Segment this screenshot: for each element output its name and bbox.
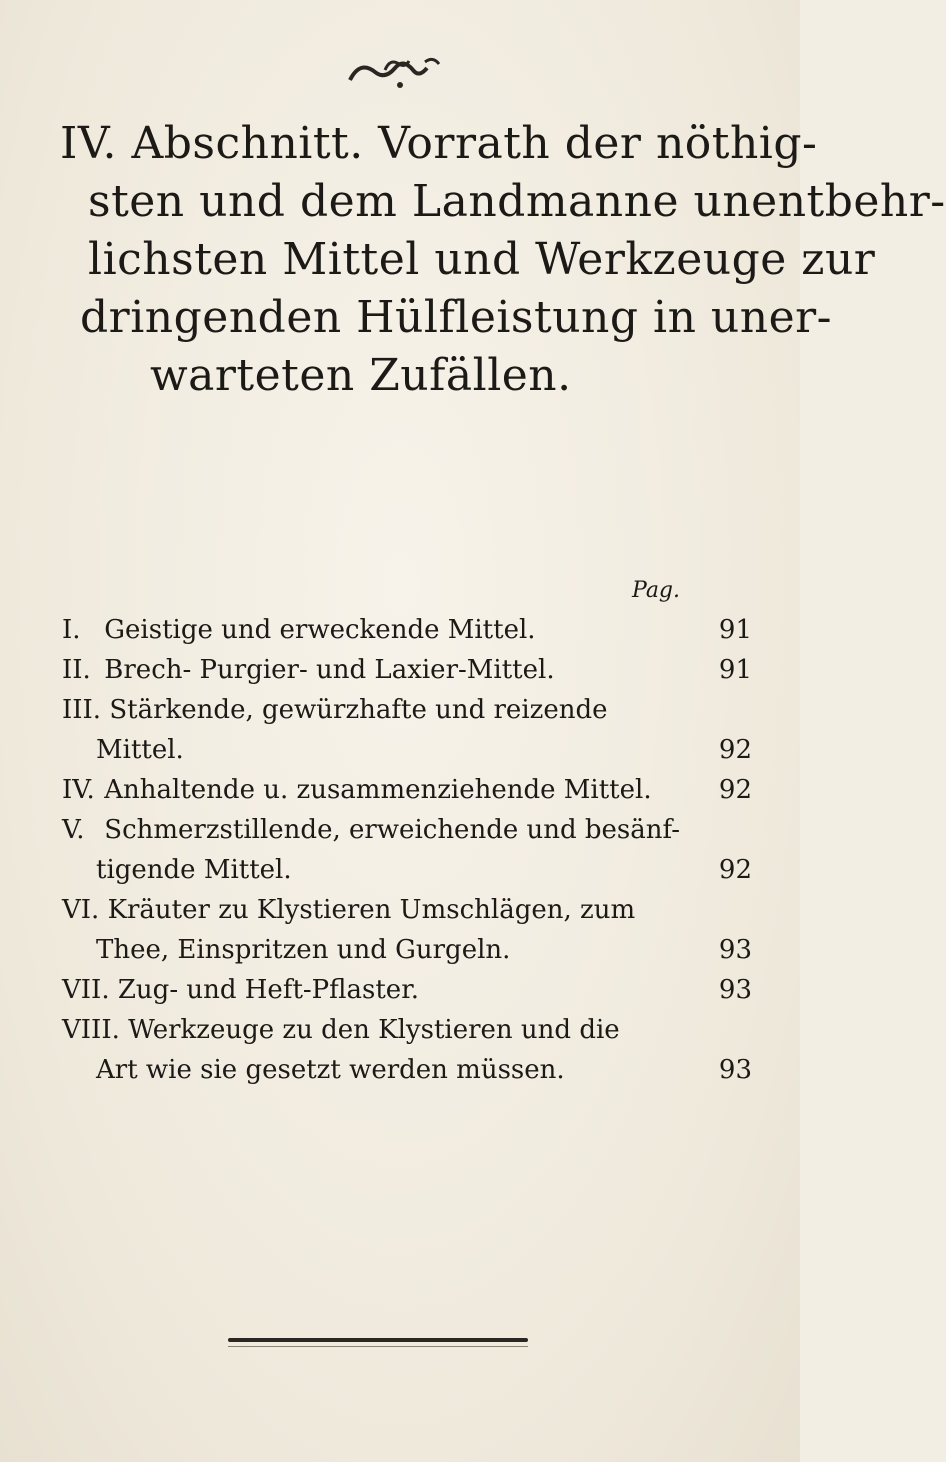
entry-title: Anhaltende u. zusammenziehende Mittel. [104,775,652,805]
entry-number: IV. [62,775,95,805]
entry-page: 92 [718,735,752,765]
heading-line: sten und dem Landmanne unentbehr- [88,176,946,227]
entry-page: 92 [718,855,752,885]
heading-line: dringenden Hülfleistung in uner- [80,292,833,343]
entry-title: Schmerzstillende, erweichende und besänf- [104,815,680,845]
entry-number: III. [62,695,102,725]
entry-number: VIII. [62,1015,120,1045]
entry-page: 91 [718,655,752,685]
closing-rule [228,1338,528,1342]
toc-entry [62,970,752,1010]
toc-entry [62,890,752,970]
entry-title-continued: tigende Mittel. [96,855,292,885]
entry-title: Werkzeuge zu den Klystieren und die [128,1015,620,1045]
entry-page: 91 [718,615,752,645]
section-heading [60,115,946,405]
entry-page: 93 [718,975,752,1005]
entry-title: Stärkende, gewürzhafte und reizende [109,695,608,725]
page-column-label: Pag. [632,578,681,603]
entry-title-continued: Thee, Einspritzen und Gurgeln. [96,935,511,965]
entry-title: Brech- Purgier- und Laxier-Mittel. [104,655,555,685]
heading-line: lichsten Mittel und Werkzeuge zur [88,234,876,285]
entry-number: VI. [62,895,100,925]
entry-title-continued: Mittel. [96,735,184,765]
entry-title-continued: Art wie sie gesetzt werden müssen. [96,1055,565,1085]
heading-line: IV. Abschnitt. Vorrath der nöthig- [60,118,818,169]
entry-number: I. [62,615,81,645]
entry-page: 92 [718,775,752,805]
entry-page: 93 [718,1055,752,1085]
toc-entry [62,650,752,690]
toc-entry [62,610,752,650]
printer-ornament [330,40,470,100]
closing-rule-thin [228,1346,528,1347]
entry-number: V. [62,815,85,845]
toc-entry [62,810,752,890]
entry-title: Geistige und erweckende Mittel. [104,615,536,645]
entry-title: Kräuter zu Klystieren Umschlägen, zum [107,895,636,925]
toc-entry [62,1010,752,1090]
heading-line: warteten Zufällen. [150,350,572,401]
toc-entry [62,690,752,770]
entry-page: 93 [718,935,752,965]
table-of-contents [62,610,752,1090]
entry-number: II. [62,655,91,685]
entry-number: VII. [62,975,110,1005]
entry-title: Zug- und Heft-Pflaster. [117,975,420,1005]
toc-entry [62,770,752,810]
